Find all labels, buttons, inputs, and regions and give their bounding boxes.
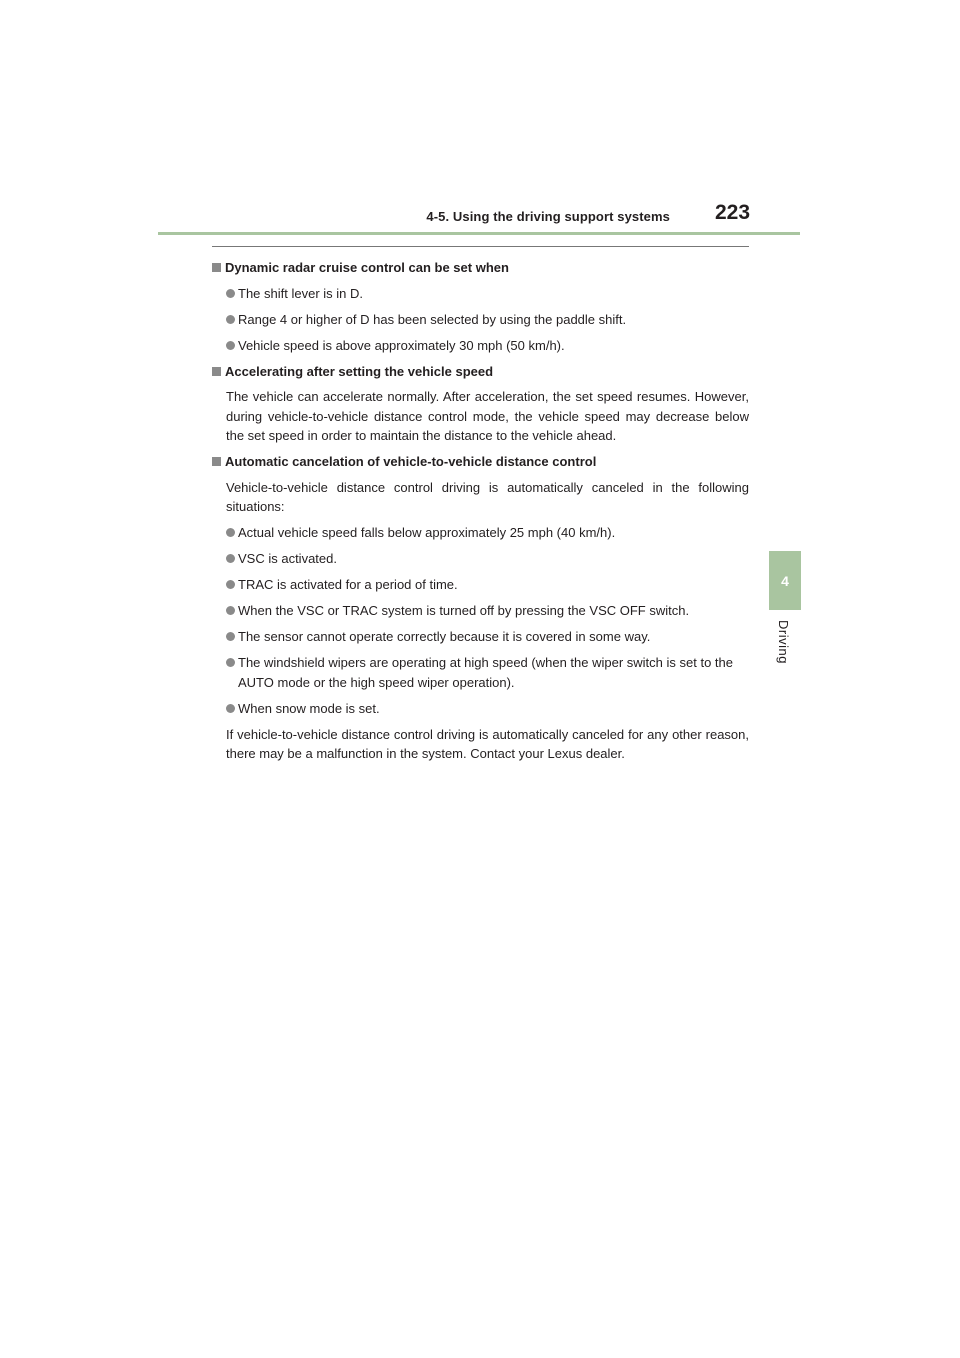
- list-item-text: The windshield wipers are operating at high speed (when the wiper switch is set to the AUTO mode or the high speed wiper operation).: [238, 655, 733, 690]
- circle-bullet-icon: [226, 632, 235, 641]
- list-item: [212, 310, 749, 330]
- list-item-text: Vehicle speed is above approximately 30 mph (50 km/h).: [238, 337, 565, 353]
- page-header: [0, 0, 960, 240]
- paragraph-outro: If vehicle-to-vehicle distance control driving is automatically canceled for any other reason, there may be a malfunction in the system. Contact your Lexus dealer.: [226, 726, 749, 761]
- circle-bullet-icon: [226, 580, 235, 589]
- section-heading: [212, 452, 749, 472]
- list-item: [212, 575, 749, 595]
- list-item-text: VSC is activated.: [238, 551, 337, 566]
- list-item-text: Actual vehicle speed falls below approximately 25 mph (40 km/h).: [238, 525, 616, 540]
- list-item: [212, 284, 749, 304]
- list-item: [212, 549, 749, 569]
- list-item: [212, 336, 749, 356]
- circle-bullet-icon: [226, 528, 235, 537]
- page-number: 223: [715, 201, 751, 224]
- list-item: [212, 627, 749, 647]
- section-heading: [212, 258, 749, 278]
- heading-text: Accelerating after setting the vehicle speed: [225, 363, 494, 379]
- list-item: [212, 523, 749, 543]
- header-rule: [158, 232, 800, 235]
- content-top-rule: [212, 246, 749, 247]
- circle-bullet-icon: [226, 341, 235, 350]
- heading-text: Automatic cancelation of vehicle-to-vehicle distance control: [225, 454, 597, 469]
- page-content: [212, 258, 749, 770]
- paragraph: The vehicle can accelerate normally. After acceleration, the set speed resumes. However, during vehicle-to-vehicle distance control mode, the vehicle speed may decrease below the set speed in order to maintain the distance to the vehicle ahead.: [226, 389, 749, 443]
- chapter-tab: [769, 551, 801, 610]
- square-bullet-icon: [212, 367, 221, 376]
- chapter-label: Driving: [776, 620, 791, 664]
- circle-bullet-icon: [226, 289, 235, 298]
- circle-bullet-icon: [226, 554, 235, 563]
- chapter-number: 4: [781, 572, 789, 589]
- list-item-text: TRAC is activated for a period of time.: [238, 577, 458, 592]
- list-item-text: Range 4 or higher of D has been selected by using the paddle shift.: [238, 311, 627, 327]
- list-item-text: When the VSC or TRAC system is turned off by pressing the VSC OFF switch.: [238, 603, 690, 618]
- circle-bullet-icon: [226, 658, 235, 667]
- list-item-text: The shift lever is in D.: [238, 285, 363, 301]
- list-item: [212, 601, 749, 621]
- list-item-text: The sensor cannot operate correctly because it is covered in some way.: [238, 629, 651, 644]
- list-item: [212, 699, 749, 719]
- circle-bullet-icon: [226, 704, 235, 713]
- paragraph-intro: Vehicle-to-vehicle distance control driving is automatically canceled in the following situations:: [226, 479, 749, 514]
- section-title: 4-5. Using the driving support systems: [426, 209, 670, 224]
- heading-text: Dynamic radar cruise control can be set when: [225, 260, 509, 275]
- square-bullet-icon: [212, 457, 221, 466]
- list-item: [212, 653, 749, 692]
- section-heading: [212, 362, 749, 382]
- circle-bullet-icon: [226, 606, 235, 615]
- list-item-text: When snow mode is set.: [238, 700, 380, 716]
- square-bullet-icon: [212, 263, 221, 272]
- circle-bullet-icon: [226, 315, 235, 324]
